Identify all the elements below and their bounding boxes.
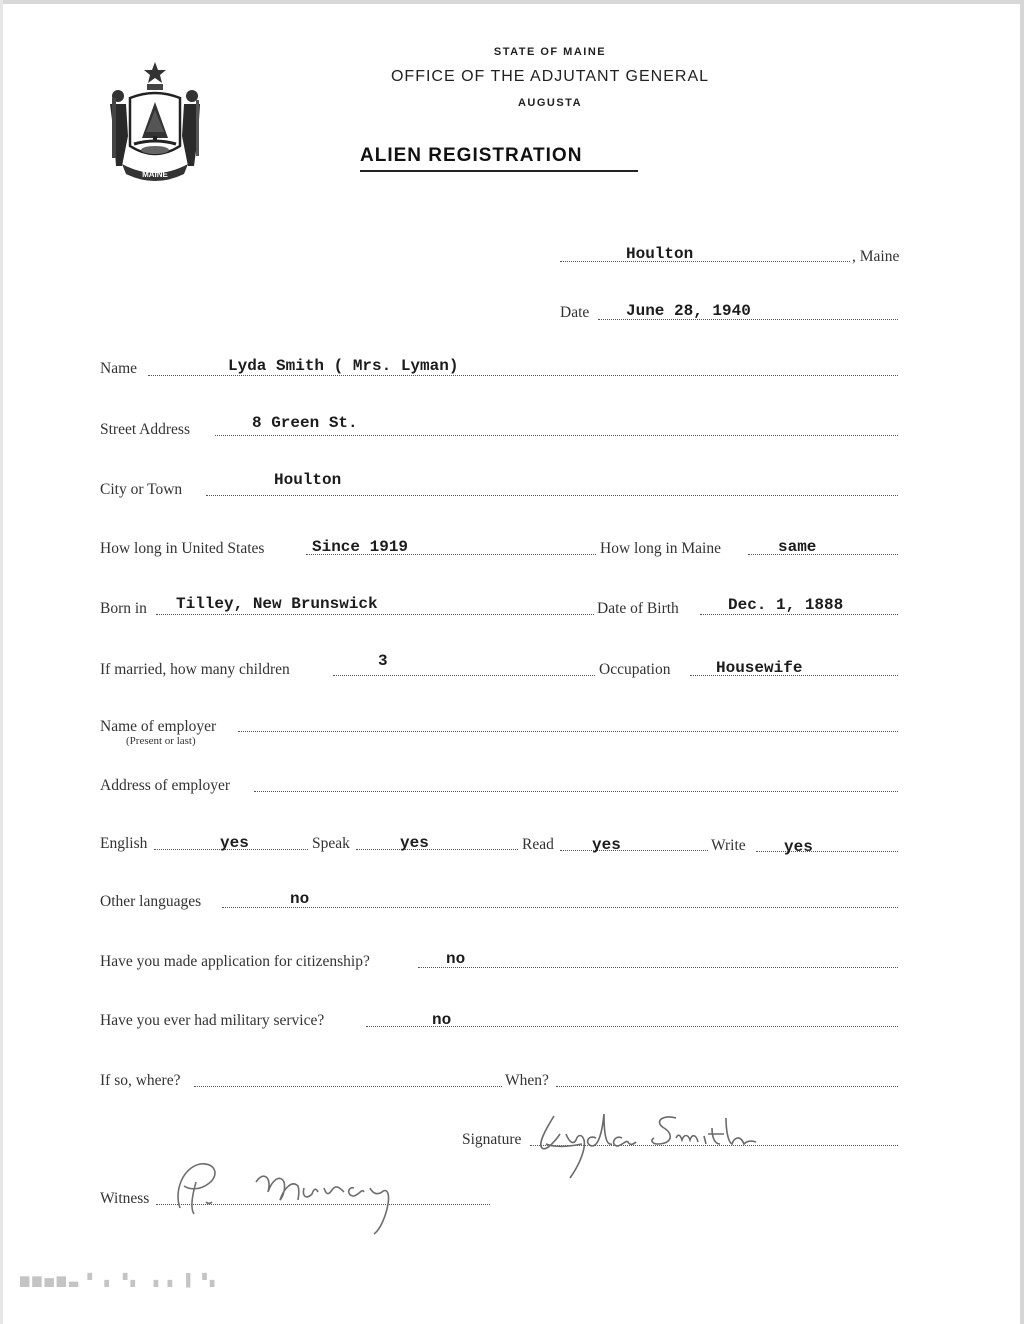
scan-edge-top — [0, 0, 1024, 4]
occupation-value: Housewife — [716, 659, 803, 677]
write-value: yes — [784, 838, 813, 856]
write-label: Write — [711, 837, 746, 854]
scan-edge-left — [0, 0, 3, 1324]
military-value: no — [432, 1011, 452, 1029]
date-value: June 28, 1940 — [626, 302, 751, 320]
form-title: ALIEN REGISTRATION — [360, 145, 583, 166]
date-label: Date — [560, 304, 590, 321]
speak-label: Speak — [312, 835, 350, 852]
dob-line — [700, 614, 898, 615]
title-underline — [360, 170, 638, 172]
other-languages-value: no — [290, 890, 310, 908]
name-value: Lyda Smith ( Mrs. Lyman) — [228, 357, 459, 375]
how-long-us-label: How long in United States — [100, 540, 265, 557]
citizenship-label: Have you made application for citizenship? — [100, 953, 370, 970]
other-languages-label: Other languages — [100, 893, 202, 910]
children-line — [333, 675, 595, 676]
born-in-label: Born in — [100, 600, 147, 617]
children-value: 3 — [378, 652, 388, 670]
english-label: English — [100, 835, 148, 852]
born-in-value: Tilley, New Brunswick — [176, 595, 378, 613]
born-in-line — [156, 614, 594, 615]
other-languages-line — [222, 907, 898, 908]
employer-address-line — [254, 791, 898, 792]
occupation-label: Occupation — [599, 661, 671, 678]
dob-label: Date of Birth — [597, 600, 679, 617]
place-town-value: Houlton — [626, 245, 694, 263]
military-label: Have you ever had military service? — [100, 1012, 325, 1029]
speak-line — [356, 849, 518, 850]
witness-handwriting — [160, 1152, 430, 1242]
header-state: STATE OF MAINE — [493, 46, 607, 58]
read-value: yes — [592, 836, 621, 854]
write-line — [756, 851, 898, 852]
street-label: Street Address — [100, 421, 190, 438]
signature-label: Signature — [462, 1131, 522, 1148]
scan-edge-right — [1020, 0, 1024, 1324]
name-label: Name — [100, 360, 138, 377]
how-long-maine-value: same — [778, 538, 817, 556]
seal-banner-text: MAINE — [142, 170, 168, 179]
employer-address-label: Address of employer — [100, 777, 230, 794]
citizenship-line — [418, 967, 898, 968]
read-line — [560, 850, 708, 851]
city-label: City or Town — [100, 481, 183, 498]
name-line — [148, 375, 898, 376]
street-line — [215, 435, 898, 436]
employer-sublabel: (Present or last) — [126, 735, 196, 747]
place-state-label: , Maine — [852, 248, 900, 265]
city-line — [206, 495, 898, 496]
employer-line — [238, 731, 898, 732]
faded-stamp-mark: ▆▆▅▆▃ ▘▗ ▝▖ ▗ ▖ ▌▝▖ — [20, 1273, 223, 1287]
how-long-maine-line — [748, 554, 898, 555]
where-line — [194, 1086, 502, 1087]
english-value: yes — [220, 834, 249, 852]
when-line — [556, 1086, 898, 1087]
city-value: Houlton — [274, 471, 342, 489]
header-office: OFFICE OF THE ADJUTANT GENERAL — [390, 68, 710, 85]
read-label: Read — [522, 836, 554, 853]
citizenship-value: no — [446, 950, 466, 968]
maine-seal-icon — [100, 58, 210, 182]
place-line — [560, 261, 850, 262]
how-long-maine-label: How long in Maine — [600, 540, 721, 557]
signature-handwriting — [526, 1104, 776, 1184]
witness-label: Witness — [100, 1190, 150, 1207]
header-city: AUGUSTA — [517, 97, 583, 109]
employer-label: Name of employer — [100, 718, 217, 735]
dob-value: Dec. 1, 1888 — [728, 596, 844, 614]
where-label: If so, where? — [100, 1072, 181, 1089]
street-value: 8 Green St. — [252, 414, 358, 432]
how-long-us-value: Since 1919 — [312, 538, 409, 556]
children-label: If married, how many children — [100, 661, 290, 678]
when-label: When? — [505, 1072, 549, 1089]
speak-value: yes — [400, 834, 429, 852]
